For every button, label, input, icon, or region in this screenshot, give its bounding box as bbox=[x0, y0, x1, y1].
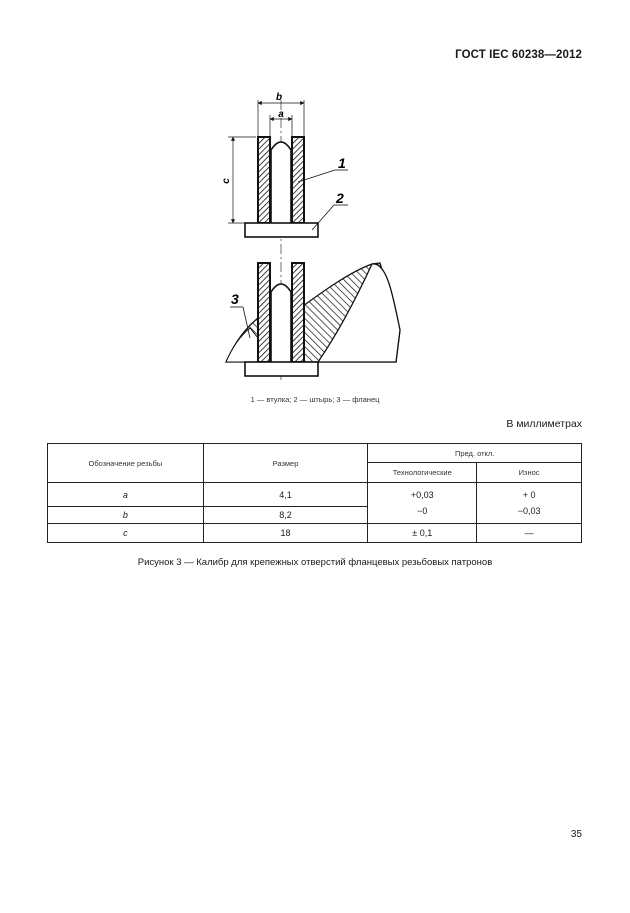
callout-2: 2 bbox=[336, 190, 344, 206]
cell-designation: a bbox=[48, 483, 204, 507]
header-wear: Износ bbox=[477, 463, 582, 483]
cell-wear: −0,03 bbox=[517, 506, 541, 516]
cell-tech: +0,03 bbox=[410, 490, 434, 500]
header-technological: Технологические bbox=[368, 463, 477, 483]
lower-assembly bbox=[226, 263, 400, 376]
header-designation: Обозначение резьбы bbox=[48, 444, 204, 483]
table-row bbox=[48, 483, 582, 507]
dim-label-a: a bbox=[278, 109, 284, 120]
callout-1: 1 bbox=[338, 155, 346, 171]
cell-size: 8,2 bbox=[203, 507, 368, 524]
cell-size: 18 bbox=[203, 524, 368, 543]
table-row bbox=[48, 524, 582, 543]
parts-legend: 1 — втулка; 2 — штырь; 3 — фланец bbox=[250, 395, 380, 404]
callout-3: 3 bbox=[231, 291, 239, 307]
cell-designation: c bbox=[48, 524, 204, 543]
upper-gauge bbox=[221, 92, 348, 237]
cell-size: 4,1 bbox=[203, 483, 368, 507]
cell-tech: ± 0,1 bbox=[368, 524, 477, 543]
figure-caption: Рисунок 3 — Калибр для крепежных отверстий фланцевых резьбовых патронов bbox=[137, 557, 493, 568]
dim-label-c: c bbox=[221, 178, 232, 184]
units-note: В миллиметрах bbox=[506, 418, 582, 430]
gauge-drawing bbox=[0, 0, 630, 390]
cell-wear: + 0 bbox=[522, 490, 536, 500]
header-tolerance: Пред. откл. bbox=[368, 444, 582, 463]
document-standard-header: ГОСТ IEC 60238—2012 bbox=[455, 49, 582, 61]
cell-designation: b bbox=[48, 507, 204, 524]
cell-wear: — bbox=[477, 524, 582, 543]
dim-label-b: b bbox=[275, 92, 283, 103]
cell-tech: −0 bbox=[417, 506, 428, 516]
header-size: Размер bbox=[203, 444, 368, 483]
dimensions-table bbox=[47, 443, 582, 543]
page-number: 35 bbox=[570, 829, 582, 840]
